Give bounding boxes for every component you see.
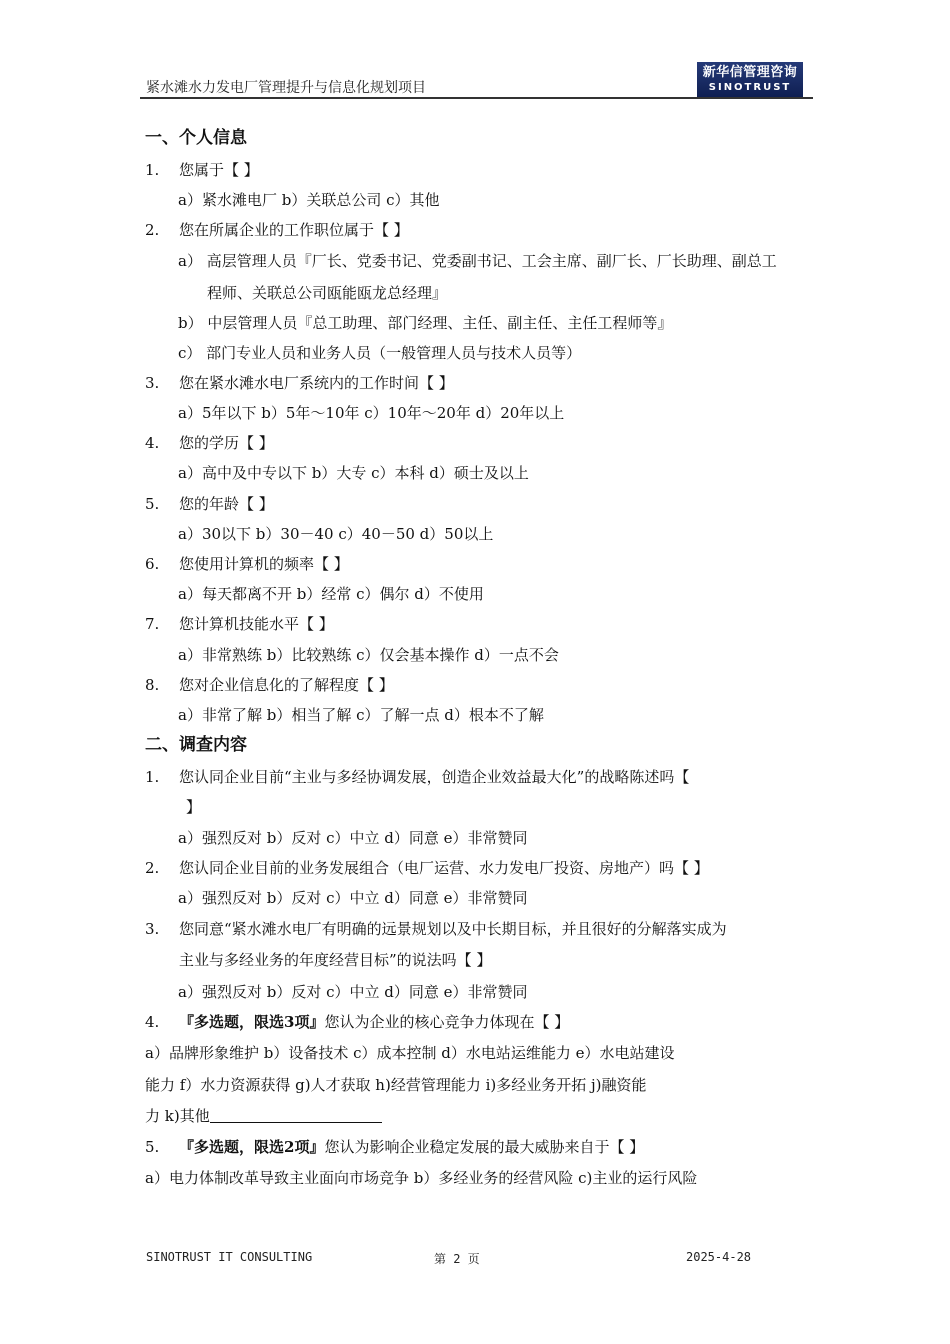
options-p2-4-line1: a）品牌形象维护 b）设备技术 c）成本控制 d）水电站运维能力 e）水电站建设: [145, 1044, 675, 1062]
footer-date: 2025-4-28: [686, 1250, 752, 1264]
question-number: 2.: [145, 221, 160, 239]
question-number: 3.: [145, 374, 160, 392]
question-text: 您认同企业目前“主业与多经协调发展，创造企业效益最大化”的战略陈述吗【: [179, 768, 690, 786]
question-number: 3.: [145, 920, 160, 938]
question-text: 您同意“紧水滩水电厂有明确的远景规划以及中长期目标，并且很好的分解落实成为: [179, 920, 727, 938]
option-other-label: 力 k)其他: [145, 1107, 210, 1125]
question-number: 8.: [145, 676, 160, 694]
question-number: 5.: [145, 1138, 160, 1156]
options-p2-3: a）强烈反对 b）反对 c）中立 d）同意 e）非常赞同: [178, 983, 528, 1001]
question-body: [179, 1137, 644, 1157]
multi-select-tag: 『多选题，限选3项』: [179, 1013, 325, 1031]
question-number: 6.: [145, 555, 160, 573]
question-number: 7.: [145, 615, 160, 633]
question-number: 5.: [145, 495, 160, 513]
options-p1-4: a）高中及中专以下 b）大专 c）本科 d）硕士及以上: [178, 464, 529, 482]
options-p1-8: a）非常了解 b）相当了解 c）了解一点 d）根本不了解: [178, 706, 544, 724]
question-text: 您认同企业目前的业务发展组合（电厂运营、水力发电厂投资、房地产）吗【 】: [179, 859, 709, 877]
options-p2-2: a）强烈反对 b）反对 c）中立 d）同意 e）非常赞同: [178, 889, 528, 907]
options-p2-1: a）强烈反对 b）反对 c）中立 d）同意 e）非常赞同: [178, 829, 528, 847]
options-p1-7: a）非常熟练 b）比较熟练 c）仅会基本操作 d）一点不会: [178, 646, 559, 664]
options-p2-4-line3: [145, 1106, 382, 1126]
options-p1-6: a）每天都离不开 b）经常 c）偶尔 d）不使用: [178, 585, 484, 603]
question-text: 您认为企业的核心竞争力体现在【 】: [324, 1013, 570, 1031]
multi-select-tag: 『多选题，限选2项』: [179, 1138, 325, 1156]
options-p1-1: a）紧水滩电厂 b）关联总公司 c）其他: [178, 191, 440, 209]
question-text: 您认为影响企业稳定发展的最大威胁来自于【 】: [324, 1138, 645, 1156]
option-p1-2-a-line1: a） 高层管理人员『厂长、党委书记、党委副书记、工会主席、副厂长、厂长助理、副总工: [178, 252, 777, 270]
question-number: 4.: [145, 1013, 160, 1031]
question-body: [179, 1012, 569, 1032]
question-text: 您的学历【 】: [179, 434, 274, 452]
options-p2-4-line2: 能力 f）水力资源获得 g)人才获取 h)经营管理能力 i)多经业务开拓 j)融资能: [145, 1076, 647, 1094]
question-number: 1.: [145, 768, 160, 786]
question-number: 1.: [145, 161, 160, 179]
question-p2-3-cont: 主业与多经业务的年度经营目标”的说法吗【 】: [179, 951, 492, 969]
question-text: 您在紧水滩水电厂系统内的工作时间【 】: [179, 374, 454, 392]
logo-en-text: SINOTRUST: [708, 82, 792, 93]
question-number: 2.: [145, 859, 160, 877]
question-text: 您的年龄【 】: [179, 495, 274, 513]
options-p2-5-line1: a）电力体制改革导致主业面向市场竞争 b）多经业务的经营风险 c)主业的运行风险: [145, 1169, 698, 1187]
header-divider: [140, 97, 813, 99]
section-heading-survey-content: 二、调查内容: [145, 735, 247, 755]
option-p1-2-b: b） 中层管理人员『总工助理、部门经理、主任、副主任、主任工程师等』: [178, 314, 673, 332]
question-text: 您对企业信息化的了解程度【 】: [179, 676, 394, 694]
options-p1-5: a）30以下 b）30－40 c）40－50 d）50以上: [178, 525, 494, 543]
question-text: 您使用计算机的频率【 】: [179, 555, 349, 573]
question-number: 4.: [145, 434, 160, 452]
option-p1-2-c: c） 部门专业人员和业务人员（一般管理人员与技术人员等）: [178, 344, 582, 362]
footer-page-number: 第 2 页: [434, 1252, 480, 1266]
question-text: 您属于【 】: [179, 161, 259, 179]
option-p1-2-a-line2: 程师、关联总公司瓯能瓯龙总经理』: [207, 284, 448, 302]
section-heading-personal-info: 一、个人信息: [145, 128, 247, 148]
logo-cn-text: 新华信管理咨询: [702, 65, 798, 80]
other-blank-line: [210, 1108, 382, 1123]
header-title: 紧水滩水力发电厂管理提升与信息化规划项目: [146, 80, 426, 96]
question-p2-1-cont: 】: [186, 798, 202, 816]
sinotrust-logo: [697, 62, 803, 97]
footer-company: SINOTRUST IT CONSULTING: [146, 1250, 313, 1264]
question-text: 您在所属企业的工作职位属于【 】: [179, 221, 409, 239]
question-text: 您计算机技能水平【 】: [179, 615, 334, 633]
options-p1-3: a）5年以下 b）5年～10年 c）10年～20年 d）20年以上: [178, 404, 565, 422]
